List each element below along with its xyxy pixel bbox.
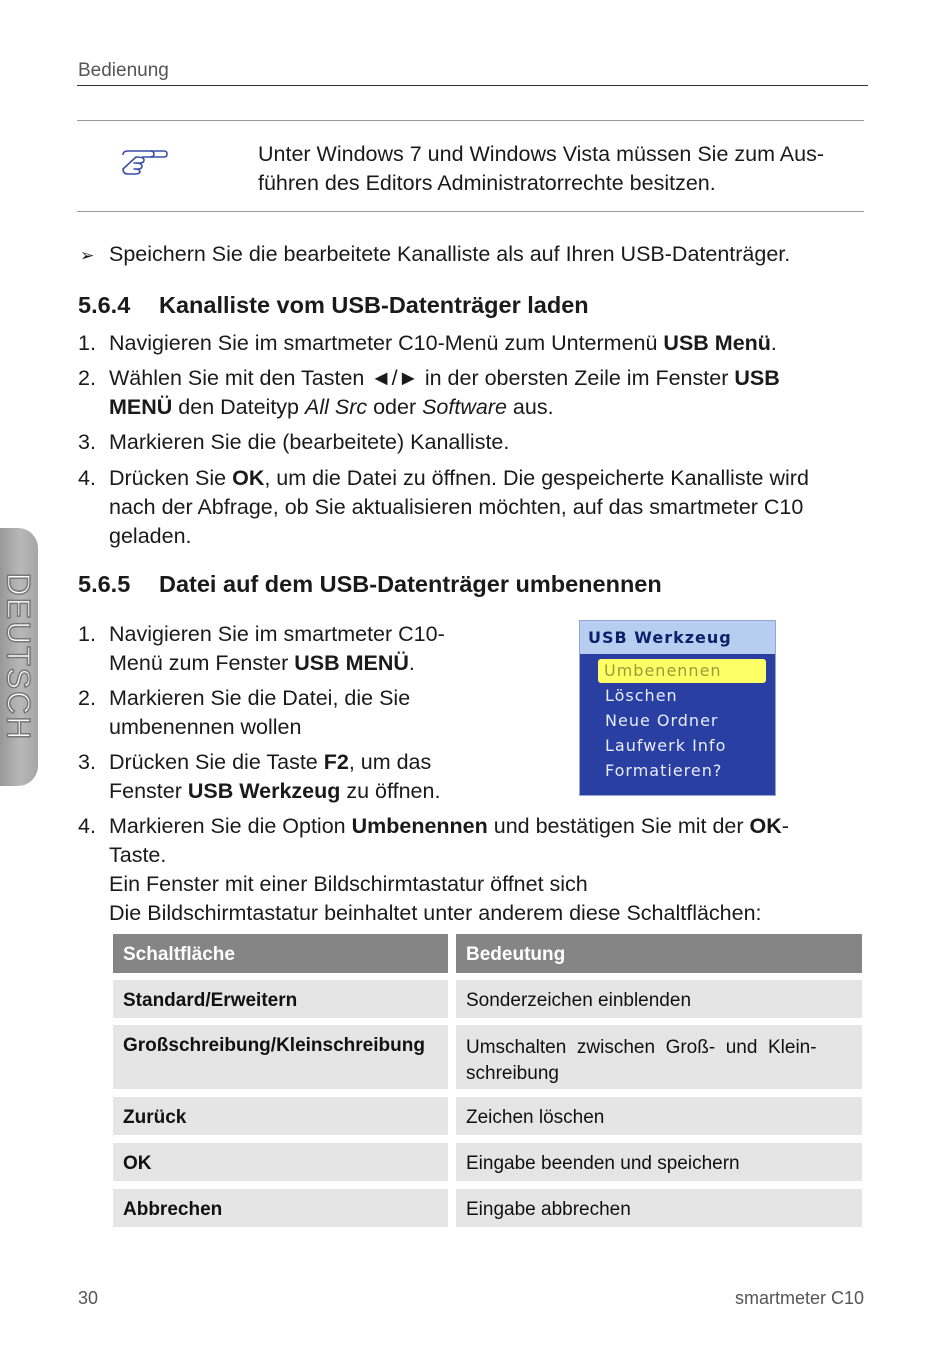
step-text: Drücken Sie OK, um die Datei zu öffnen. Die gespeicherte Kanalliste wird nach der Abfrage, ob Sie aktualisieren möchten, auf das smartmeter C10 geladen. — [109, 466, 809, 548]
step-item — [78, 364, 878, 422]
step-text: Wählen Sie mit den Tasten ◄/► in der obersten Zeile im Fenster USB MENÜ den Dateityp All Src oder Software aus. — [109, 366, 780, 419]
table-cell-value-line: schreibung — [466, 1063, 559, 1084]
table-cell-value — [456, 1025, 862, 1089]
note-text-line-2: führen des Editors Administratorrechte besitzen. — [258, 171, 716, 195]
section-title: Datei auf dem USB-Datenträger umbenennen — [159, 571, 662, 597]
table-cell-key: Abbrechen — [113, 1189, 448, 1227]
section-title: Kanalliste vom USB-Datenträger laden — [159, 292, 589, 318]
usb-menu-item-loeschen: Löschen — [605, 686, 678, 705]
bullet-item — [80, 242, 790, 267]
running-header: Bedienung — [78, 60, 169, 81]
step-item — [78, 464, 878, 551]
bullet-text: Speichern Sie die bearbeitete Kanalliste als auf Ihren USB-Datenträger. — [109, 242, 791, 266]
step-number: 2. — [78, 686, 96, 710]
note-top-rule — [77, 120, 864, 121]
table-cell-key: Großschreibung/Kleinschreibung — [113, 1025, 448, 1089]
usb-werkzeug-screenshot — [579, 620, 776, 796]
step-number: 2. — [78, 366, 96, 390]
section-number: 5.6.4 — [78, 292, 131, 318]
section-heading-5-6-5 — [78, 571, 662, 598]
step-text: Drücken Sie die Taste F2, um das Fenster USB Werkzeug zu öffnen. — [109, 750, 441, 803]
pointing-hand-icon — [120, 143, 170, 177]
usb-menu-item-formatieren: Formatieren? — [605, 761, 723, 780]
language-side-tab — [0, 528, 38, 786]
page-number: 30 — [78, 1288, 99, 1308]
step-text: Markieren Sie die (bearbeitete) Kanalliste. — [109, 430, 510, 454]
language-side-tab-label: DEUTSCH — [0, 572, 37, 742]
footer-product: smartmeter C10 — [734, 1288, 864, 1308]
table-cell-key: Zurück — [113, 1097, 448, 1135]
step-item — [78, 329, 878, 358]
table-cell-value: Eingabe abbrechen — [456, 1189, 862, 1227]
section-heading-5-6-4 — [78, 292, 589, 319]
step-number: 4. — [78, 466, 96, 490]
step-number: 3. — [78, 430, 96, 454]
table-cell-value: Sonderzeichen einblenden — [456, 980, 862, 1018]
table-cell-value: Zeichen löschen — [456, 1097, 862, 1135]
step-item — [78, 620, 538, 678]
step-item — [78, 428, 878, 457]
table-header-cell: Bedeutung — [456, 934, 862, 973]
table-cell-value: Eingabe beenden und speichern — [456, 1143, 862, 1181]
table-cell-key: OK — [113, 1143, 448, 1181]
step-item — [78, 748, 538, 806]
table-cell-value-line: Umschalten zwischen Groß- und Klein- — [466, 1037, 817, 1058]
bullet-arrow-icon: ➢ — [80, 246, 95, 265]
header-rule — [77, 85, 868, 86]
step-item — [78, 812, 878, 928]
step-item — [78, 684, 538, 742]
usb-menu-item-umbenennen: Umbenennen — [598, 659, 766, 683]
step-text: Markieren Sie die Datei, die Sie umbenennen wollen — [109, 686, 411, 739]
usb-menu-item-laufwerk-info: Laufwerk Info — [605, 736, 727, 755]
step-text: Navigieren Sie im smartmeter C10- Menü zum Fenster USB MENÜ. — [109, 622, 445, 675]
note-bottom-rule — [77, 211, 864, 212]
table-cell-key: Standard/Erweitern — [113, 980, 448, 1018]
step-number: 1. — [78, 331, 96, 355]
step-number: 1. — [78, 622, 96, 646]
usb-menu-item-neue-ordner: Neue Ordner — [605, 711, 719, 730]
step-text: Navigieren Sie im smartmeter C10-Menü zum Untermenü USB Menü. — [109, 331, 777, 355]
note-text — [258, 140, 858, 198]
section-number: 5.6.5 — [78, 571, 131, 597]
note-text-line-1: Unter Windows 7 und Windows Vista müssen Sie zum Aus- — [258, 142, 825, 166]
step-text: Markieren Sie die Option Umbenennen und bestätigen Sie mit der OK- Taste. Ein Fenster mit einer Bildschirmtastatur öffnet sich Die Bildschirmtastatur beinhaltet unter anderem diese Schaltflächen: — [109, 814, 789, 925]
usb-werkzeug-title: USB Werkzeug — [580, 621, 775, 654]
step-number: 3. — [78, 750, 96, 774]
table-header-cell: Schaltfläche — [113, 934, 448, 973]
step-number: 4. — [78, 814, 96, 838]
